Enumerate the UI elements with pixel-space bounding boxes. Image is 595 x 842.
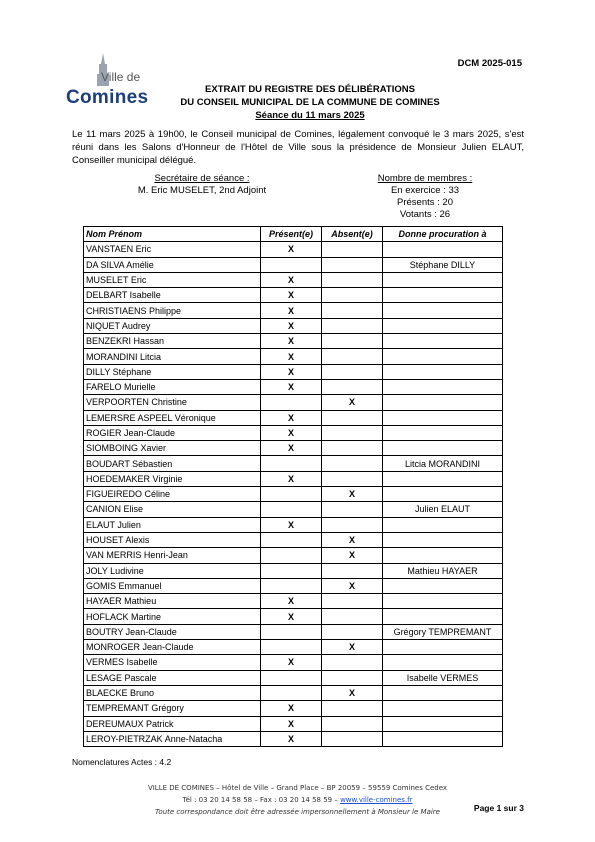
table-row — [84, 349, 503, 364]
member-name-cell: DELBART Isabelle — [84, 288, 261, 303]
present-cell: X — [261, 272, 322, 287]
table-row — [84, 257, 503, 272]
page-number: Page 1 sur 3 — [473, 803, 524, 813]
members-label: Nombre de membres : — [377, 173, 473, 184]
member-name-cell: MORANDINI Litcia — [84, 349, 261, 364]
absent-cell — [322, 731, 383, 746]
nomenclature-note: Nomenclatures Actes : 4.2 — [72, 757, 172, 767]
proxy-cell: Mathieu HAYAER — [383, 563, 503, 578]
members-exercice: En exercice : 33 — [390, 185, 460, 196]
present-cell — [261, 640, 322, 655]
present-cell: X — [261, 318, 322, 333]
member-name-cell: ROGIER Jean-Claude — [84, 425, 261, 440]
present-cell: X — [261, 441, 322, 456]
table-row — [84, 334, 503, 349]
member-name-cell: HOEDEMAKER Virginie — [84, 471, 261, 486]
absent-cell — [322, 441, 383, 456]
document-subtitle: DU CONSEIL MUNICIPAL DE LA COMMUNE DE COMINES — [180, 97, 440, 108]
present-cell — [261, 685, 322, 700]
member-name-cell: LEMERSRE ASPEEL Véronique — [84, 410, 261, 425]
absent-cell — [322, 624, 383, 639]
absent-cell — [322, 716, 383, 731]
member-name-cell: LESAGE Pascale — [84, 670, 261, 685]
footer-correspondence-note: Toute correspondance doit être adressée impersonnellement à Monsieur le Maire — [155, 808, 440, 816]
absent-cell — [322, 655, 383, 670]
document-title: EXTRAIT DU REGISTRE DES DÉLIBÉRATIONS — [205, 84, 415, 95]
table-row — [84, 410, 503, 425]
present-cell — [261, 502, 322, 517]
proxy-cell — [383, 578, 503, 593]
table-row — [84, 487, 503, 502]
proxy-cell — [383, 303, 503, 318]
absent-cell — [322, 364, 383, 379]
absent-cell: X — [322, 395, 383, 410]
present-cell: X — [261, 334, 322, 349]
proxy-cell — [383, 655, 503, 670]
header-absent: Absent(e) — [322, 227, 383, 242]
present-cell: X — [261, 303, 322, 318]
table-row — [84, 318, 503, 333]
present-cell: X — [261, 701, 322, 716]
member-name-cell: BOUDART Sébastien — [84, 456, 261, 471]
proxy-cell — [383, 517, 503, 532]
member-name-cell: MONROGER Jean-Claude — [84, 640, 261, 655]
members-presents: Présents : 20 — [397, 197, 453, 208]
table-row — [84, 456, 503, 471]
website-link[interactable]: www.ville-comines.fr — [340, 796, 413, 804]
absent-cell — [322, 425, 383, 440]
present-cell — [261, 670, 322, 685]
present-cell: X — [261, 655, 322, 670]
absent-cell: X — [322, 532, 383, 547]
present-cell — [261, 532, 322, 547]
member-name-cell: HAYAER Mathieu — [84, 594, 261, 609]
absent-cell — [322, 303, 383, 318]
table-header-row — [84, 227, 503, 242]
proxy-cell — [383, 379, 503, 394]
present-cell: X — [261, 594, 322, 609]
proxy-cell — [383, 334, 503, 349]
absent-cell — [322, 272, 383, 287]
absent-cell: X — [322, 578, 383, 593]
member-name-cell: VAN MERRIS Henri-Jean — [84, 548, 261, 563]
present-cell: X — [261, 379, 322, 394]
table-row — [84, 548, 503, 563]
footer-phone-fax: Tél : 03 20 14 58 58 – Fax : 03 20 14 58 59 – — [182, 796, 341, 804]
present-cell: X — [261, 731, 322, 746]
member-name-cell: BOUTRY Jean-Claude — [84, 624, 261, 639]
absent-cell — [322, 242, 383, 257]
proxy-cell — [383, 716, 503, 731]
absent-cell: X — [322, 640, 383, 655]
member-name-cell: VERMES Isabelle — [84, 655, 261, 670]
proxy-cell — [383, 685, 503, 700]
header-present: Présent(e) — [261, 227, 322, 242]
logo-text-ville-de: Ville de — [101, 70, 141, 84]
present-cell — [261, 578, 322, 593]
table-row — [84, 578, 503, 593]
member-name-cell: BENZEKRI Hassan — [84, 334, 261, 349]
session-date: Séance du 11 mars 2025 — [255, 110, 365, 121]
member-name-cell: LEROY-PIETRZAK Anne-Natacha — [84, 731, 261, 746]
proxy-cell — [383, 364, 503, 379]
member-name-cell: BLAECKE Bruno — [84, 685, 261, 700]
absent-cell — [322, 471, 383, 486]
header-proxy: Donne procuration à — [383, 227, 503, 242]
proxy-cell — [383, 487, 503, 502]
member-name-cell: CHRISTIAENS Philippe — [84, 303, 261, 318]
attendance-table — [83, 226, 503, 747]
absent-cell: X — [322, 685, 383, 700]
member-name-cell: VERPOORTEN Christine — [84, 395, 261, 410]
member-name-cell: TEMPREMANT Grégory — [84, 701, 261, 716]
proxy-cell — [383, 395, 503, 410]
proxy-cell — [383, 272, 503, 287]
member-name-cell: FIGUEIREDO Céline — [84, 487, 261, 502]
proxy-cell — [383, 288, 503, 303]
table-row — [84, 441, 503, 456]
absent-cell — [322, 334, 383, 349]
member-name-cell: DEREUMAUX Patrick — [84, 716, 261, 731]
members-block — [340, 173, 510, 221]
member-name-cell: DILLY Stéphane — [84, 364, 261, 379]
table-row — [84, 379, 503, 394]
table-row — [84, 701, 503, 716]
member-name-cell: CANION Elise — [84, 502, 261, 517]
absent-cell — [322, 410, 383, 425]
table-row — [84, 364, 503, 379]
member-name-cell: GOMIS Emmanuel — [84, 578, 261, 593]
present-cell: X — [261, 716, 322, 731]
proxy-cell: Julien ELAUT — [383, 502, 503, 517]
present-cell — [261, 624, 322, 639]
absent-cell — [322, 563, 383, 578]
member-name-cell: HOUSET Alexis — [84, 532, 261, 547]
table-row — [84, 716, 503, 731]
member-name-cell: FARELO Murielle — [84, 379, 261, 394]
present-cell: X — [261, 288, 322, 303]
proxy-cell — [383, 609, 503, 624]
proxy-cell: Litcia MORANDINI — [383, 456, 503, 471]
table-row — [84, 609, 503, 624]
present-cell — [261, 548, 322, 563]
secretary-name: M. Eric MUSELET, 2nd Adjoint — [137, 185, 267, 196]
table-row — [84, 655, 503, 670]
proxy-cell — [383, 731, 503, 746]
header-name: Nom Prénom — [84, 227, 261, 242]
absent-cell — [322, 318, 383, 333]
member-name-cell: VANSTAEN Eric — [84, 242, 261, 257]
table-row — [84, 288, 503, 303]
secretary-block — [72, 173, 332, 197]
table-row — [84, 685, 503, 700]
member-name-cell: DA SILVA Amélie — [84, 257, 261, 272]
proxy-cell — [383, 318, 503, 333]
absent-cell — [322, 517, 383, 532]
table-row — [84, 640, 503, 655]
present-cell: X — [261, 609, 322, 624]
present-cell: X — [261, 349, 322, 364]
present-cell: X — [261, 517, 322, 532]
absent-cell — [322, 670, 383, 685]
proxy-cell — [383, 425, 503, 440]
present-cell: X — [261, 471, 322, 486]
attendance-table-body — [84, 242, 503, 747]
table-row — [84, 242, 503, 257]
member-name-cell: ELAUT Julien — [84, 517, 261, 532]
absent-cell — [322, 257, 383, 272]
absent-cell — [322, 288, 383, 303]
member-name-cell: MUSELET Eric — [84, 272, 261, 287]
present-cell — [261, 487, 322, 502]
member-name-cell: NIQUET Audrey — [84, 318, 261, 333]
table-row — [84, 624, 503, 639]
table-row — [84, 517, 503, 532]
present-cell: X — [261, 242, 322, 257]
absent-cell — [322, 456, 383, 471]
proxy-cell: Isabelle VERMES — [383, 670, 503, 685]
present-cell — [261, 257, 322, 272]
proxy-cell — [383, 441, 503, 456]
city-logo — [64, 52, 154, 108]
absent-cell — [322, 502, 383, 517]
absent-cell — [322, 701, 383, 716]
present-cell — [261, 395, 322, 410]
table-row — [84, 395, 503, 410]
present-cell: X — [261, 364, 322, 379]
table-row — [84, 272, 503, 287]
table-row — [84, 563, 503, 578]
present-cell — [261, 563, 322, 578]
footer-address: VILLE DE COMINES – Hôtel de Ville – Grand Place – BP 20059 – 59559 Comines Cedex — [147, 784, 448, 792]
proxy-cell — [383, 701, 503, 716]
table-row — [84, 425, 503, 440]
document-reference: DCM 2025-015 — [457, 58, 522, 69]
proxy-cell — [383, 594, 503, 609]
absent-cell: X — [322, 548, 383, 563]
proxy-cell — [383, 532, 503, 547]
absent-cell — [322, 594, 383, 609]
member-name-cell: JOLY Ludivine — [84, 563, 261, 578]
table-row — [84, 303, 503, 318]
proxy-cell — [383, 548, 503, 563]
logo-text-comines: Comines — [66, 87, 149, 108]
table-row — [84, 532, 503, 547]
proxy-cell — [383, 410, 503, 425]
absent-cell — [322, 609, 383, 624]
present-cell — [261, 456, 322, 471]
proxy-cell — [383, 640, 503, 655]
proxy-cell: Grégory TEMPREMANT — [383, 624, 503, 639]
present-cell: X — [261, 425, 322, 440]
member-name-cell: SIOMBOING Xavier — [84, 441, 261, 456]
table-row — [84, 670, 503, 685]
secretary-label: Secrétaire de séance : — [154, 173, 250, 184]
table-row — [84, 731, 503, 746]
members-votants: Votants : 26 — [399, 209, 451, 220]
proxy-cell — [383, 471, 503, 486]
table-row — [84, 594, 503, 609]
absent-cell — [322, 349, 383, 364]
intro-paragraph: Le 11 mars 2025 à 19h00, le Conseil municipal de Comines, légalement convoqué le 3 mars 2025, s'est réuni dans les Salons d'Honneur de l'Hôtel de Ville sous la présidence de Monsieur Julien ELAUT, Conseiller municipal délégué. — [72, 129, 524, 166]
absent-cell — [322, 379, 383, 394]
proxy-cell — [383, 349, 503, 364]
table-row — [84, 502, 503, 517]
absent-cell: X — [322, 487, 383, 502]
member-name-cell: HOFLACK Martine — [84, 609, 261, 624]
proxy-cell: Stéphane DILLY — [383, 257, 503, 272]
table-row — [84, 471, 503, 486]
present-cell: X — [261, 410, 322, 425]
proxy-cell — [383, 242, 503, 257]
